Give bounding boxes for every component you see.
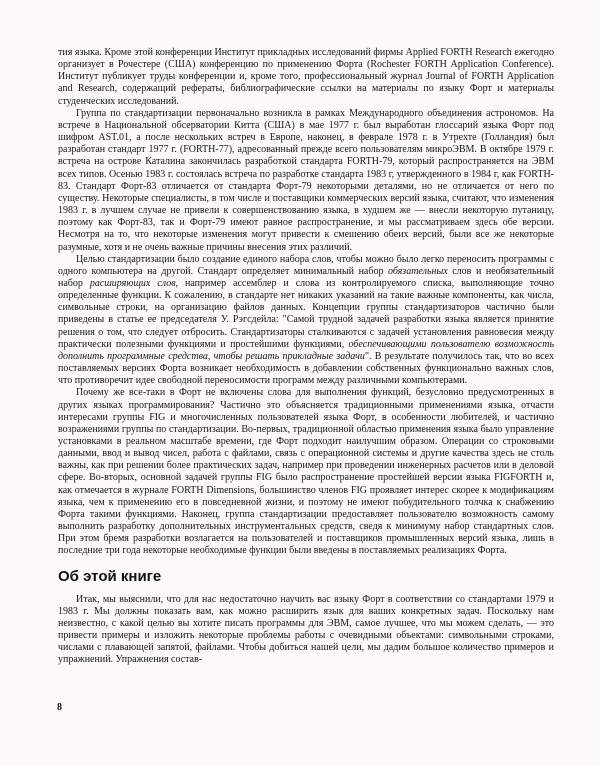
section-paragraph: Итак, мы выяснили, что для нас недостаточно научить вас языку Форт в соответствии со стандартами 1979 и 1983 г. Мы должны показать вам, как можно расширить язык для ваших конкретных задач. Поскольку нам неизвестно, с какой целью вы хотите писать программы для ЭВМ, самое лучшее, что мы можем сделать, — это привести примеры и изложить некоторые проблемы работы с очевидными объектами: символьными строками, числами с плавающей запятой, файлами. Чтобы добиться нашей цели, мы дадим большое количество примеров и упражнений. Упражнения состав-: [58, 593, 554, 666]
emphasized-text: обязательных: [388, 265, 448, 277]
emphasized-text: расширяющих слов: [89, 277, 176, 289]
paragraph-text: ". В результате получилось так, что во всех поставляемых версиях Форта возникает необходимость в добавлении собственных функционально важных слов, что противоречит идее свободной переносимости программ между различными компьютерами.: [58, 350, 554, 387]
body-paragraph: [58, 47, 554, 108]
paragraph-text: Целью стандартизации было создание единого набора слов, чтобы можно было легко переносить программы с одного компьютера на другой. Стандарт определяет минимальный набор: [58, 253, 554, 277]
body-paragraph: [58, 387, 554, 557]
paragraph-text: Почему же все-таки в Форт не включены слова для выполнения функций, безусловно предусмотренных в других языках программирования? Частично это объясняется традиционными применениями языка, отчасти интересами группы FIG и многочисленных пользователей языка Форт, в особенности любителей, и частично возражениями группы по стандартизации. Во-первых, традиционной областью применения языка было управление установками в реальном масштабе времени, где Форт подходит наилучшим образом. Операции со строковыми данными, ввод и вывод чисел, работа с файлами, связь с операционной системы и другие качества здесь не столь важны, как при решении более практических задач, например при проведении инженерных расчетов или в деловой сфере. Во-вторых, основной задачей группы FIG было распространение простейшей версии языка FIGFORTH и, как отмечается в журнале FORTH Dimensions, большинство членов FIG проявляет интерес скорее к модификациям языка, чем к применению его в повседневной жизни, и поэтому не имеют побудительного толчка к снабжению Форта такими функциями. Наконец, группа стандартизации предоставляет пользователю возможность самому выполнить разработку дополнительных инструментальных средств, сведя к минимуму набор стандартных слов. При этом бремя разработки возлагается на пользователей и поставщиков промышленных версий языка, лишь в последние три года некоторые необходимые функции были введены в поставляемых реализациях Форта.: [58, 387, 554, 557]
paragraph-text: Группа по стандартизации первоначально возникла в рамках Международного объединения астрономов. На встрече в Национальной обсерватории Китта (США) в мае 1977 г. был выработан глоссарий языка Форт под шифром AST.01, а после нескольких встреч в Европе, наконец, в феврале 1978 г. в Утрехте (Голландия) был разработан стандарт 1977 г. (FORTH-77), адресованный прежде всего пользователям микроЭВМ. В октябре 1979 г. встреча на острове Каталина закончилась разработкой стандарта FORTH-79, который распространяется на ЭВМ всех типов. Осенью 1983 г. состоялась встреча по разработке стандарта 1983 г, утвержденного в 1984 г, как FORTH-83. Стандарт Форт-83 отличается от стандарта Форт-79 некоторыми деталями, но не отличается от него по существу. Некоторые специалисты, в том числе и поставщики коммерческих версий языка, считают, что изменения 1983 г. в лучшем случае не привели к совершенствованию языка, в худшем же — внесли некоторую путаницу, поэтому как Форт-83, так и Форт-79 имеют равное распространение, и мы рассматриваем здесь обе версии. Несмотря на то, что некоторые изменения могут привести к смешению обеих версий, были все же некоторые разумные, хотя и не очень важные причины внесения этих различий.: [58, 107, 554, 253]
body-paragraph: [58, 254, 554, 388]
body-paragraph: [58, 108, 554, 254]
paragraph-list: [58, 47, 554, 558]
section-heading: Об этой книге: [58, 567, 162, 585]
paragraph-text: тия языка. Кроме этой конференции Институт прикладных исследований фирмы Applied FORTH Research ежегодно организует в Рочестере (США) конференцию по применению Форта (Rochester FORTH Application Conference). Институт публикует труды конференции и, кроме того, профессиональный журнал Journal of FORTH Application and Research, содержащий рефераты, библиографические ссылки на материалы по языку Форт и материалы студенческих исследований.: [58, 47, 554, 107]
emphasized-text: обеспечивающими пользователю возможность дополнить программные средства, чтобы решать прикладные задачи: [58, 338, 554, 362]
page-body: [58, 47, 554, 667]
page-number: 8: [57, 702, 62, 713]
paragraph-text: , например ассемблер и слова из контролируемого списка, выполняющие точно определенные функции. К сожалению, в стандарте нет никаких указаний на такие важные компоненты, как числа, символьные строки, на организацию файлов данных. Концепции группы стандартизаторов частично были приведены в статье ее председателя У. Рэгсдейла: "Самой трудной задачей разработки языка является принятие решения о том, что следует отбросить. Стандартизаторы сталкиваются с задачей установления равновесия между практически полезными функциями и простейшими функциями,: [58, 277, 554, 350]
paragraph-text: слов и необязательный набор: [58, 265, 554, 289]
